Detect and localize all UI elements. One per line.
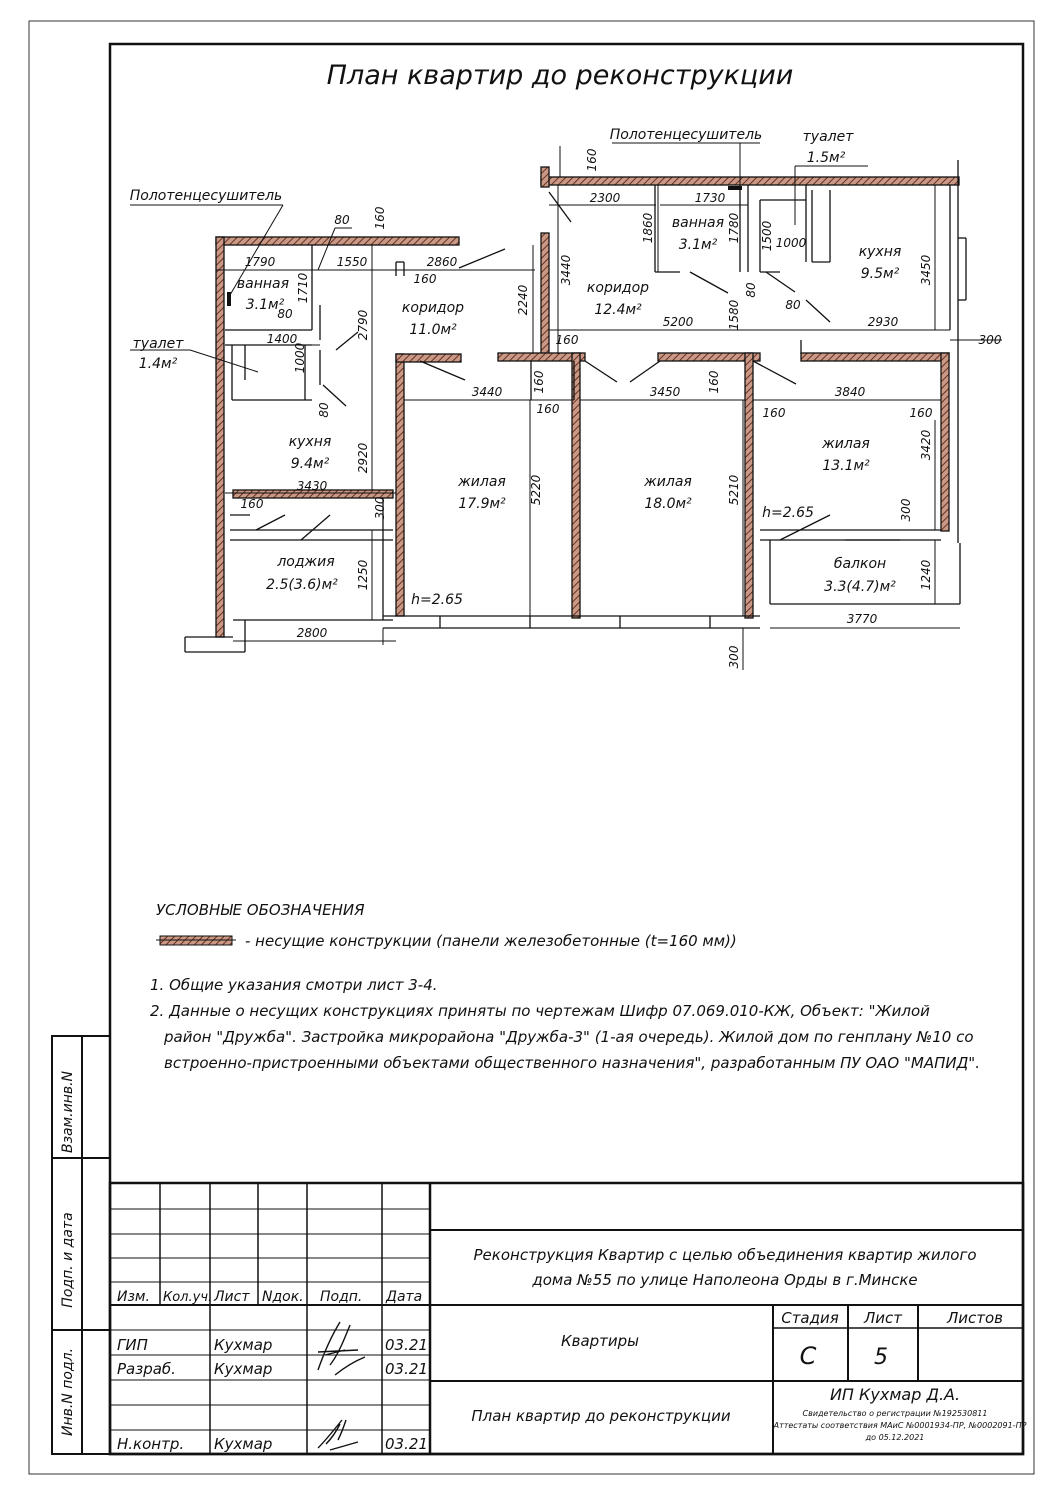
- dim-label: 3420: [919, 429, 933, 461]
- side-stamp-ref: Взам.инв.N: [60, 1070, 76, 1154]
- room-bath-left-name: ванная: [236, 276, 290, 292]
- towel-dryer-left: [227, 292, 231, 306]
- towel-dryer-label-right: Полотенцесушитель: [609, 127, 763, 143]
- note-2-line3: встроенно-пристроенными объектами общественного назначения", разработанным ПУ ОАО "МАПИД".: [164, 1054, 980, 1072]
- dim-label: 300: [727, 645, 741, 669]
- dim-label: 300: [978, 333, 1002, 347]
- room-kitchen-right-area: 9.5м²: [860, 266, 900, 282]
- dim-label: 1730: [694, 191, 726, 205]
- dim-label: 160: [909, 406, 933, 420]
- dim-label: 1400: [266, 332, 298, 346]
- room-living3-name: жилая: [822, 436, 870, 452]
- room-toilet-left-name: туалет: [132, 336, 184, 352]
- legend-item: - несущие конструкции (панели железобетонные (t=160 мм)): [245, 932, 737, 950]
- tb-date: 03.21: [385, 1360, 428, 1378]
- tb-stage-value: С: [799, 1342, 817, 1370]
- tb-role: ГИП: [117, 1336, 148, 1354]
- room-loggia-name: лоджия: [277, 554, 335, 570]
- tb-name: Кухмар: [214, 1435, 273, 1453]
- tb-cert-3: до 05.12.2021: [865, 1433, 925, 1442]
- dim-label: 1860: [641, 212, 655, 244]
- signature-marks: [318, 1322, 365, 1450]
- dim-label: 2240: [516, 284, 530, 316]
- legend-heading: УСЛОВНЫЕ ОБОЗНАЧЕНИЯ: [156, 901, 365, 919]
- dim-label: 2790: [356, 309, 370, 341]
- room-living1-area: 17.9м²: [458, 496, 506, 512]
- dim-label: 3450: [919, 254, 933, 286]
- dim-label: 80: [334, 213, 350, 227]
- dim-label: 1250: [356, 559, 370, 591]
- dim-label: 80: [785, 298, 801, 312]
- tb-date: 03.21: [385, 1336, 428, 1354]
- tb-cert-2: Аттестаты соответствия МАиС №0001934-ПР, №0002091-ПР: [773, 1421, 1027, 1430]
- tb-section: Квартиры: [560, 1332, 640, 1350]
- tb-cert-1: Свидетельство о регистрации №192530811: [802, 1409, 988, 1418]
- tb-date: 03.21: [385, 1435, 428, 1453]
- towel-dryer-label-left: Полотенцесушитель: [129, 188, 283, 204]
- tb-header-kol: Кол.уч.: [163, 1290, 213, 1305]
- tb-header-ndok: Nдок.: [262, 1289, 304, 1305]
- room-corridor-mid-name: коридор: [586, 280, 650, 296]
- dim-label: 160: [762, 406, 786, 420]
- room-corridor-left-name: коридор: [401, 300, 465, 316]
- room-bath-mid-name: ванная: [671, 215, 725, 231]
- room-kitchen-right-name: кухня: [858, 244, 902, 260]
- dim-label: 2920: [356, 442, 370, 474]
- dim-label: 5210: [727, 474, 741, 506]
- dim-label: 80: [744, 282, 758, 298]
- room-living2-area: 18.0м²: [644, 496, 692, 512]
- dim-label: 3450: [649, 385, 681, 399]
- room-loggia-area: 2.5(3.6)м²: [266, 577, 338, 593]
- dim-label: 160: [536, 402, 560, 416]
- dim-label: 2930: [867, 315, 899, 329]
- tb-header-list: Лист: [214, 1289, 250, 1305]
- room-kitchen-left-name: кухня: [288, 434, 332, 450]
- dim-label: 1550: [336, 255, 368, 269]
- tb-sheet-title: План квартир до реконструкции: [471, 1407, 731, 1425]
- room-corridor-left-area: 11.0м²: [409, 322, 457, 338]
- room-toilet-right-name: туалет: [802, 129, 854, 145]
- room-living2-name: жилая: [644, 474, 692, 490]
- dim-label: 5220: [529, 474, 543, 506]
- dim-label: 2860: [426, 255, 458, 269]
- dim-label: 160: [240, 497, 264, 511]
- tb-sheets-label: Листов: [946, 1309, 1004, 1327]
- note-2-line1: 2. Данные о несущих конструкциях приняты по чертежам Шифр 07.069.010-КЖ, Объект: "Жилой: [150, 1002, 930, 1020]
- dim-label: 300: [899, 498, 913, 522]
- tb-name: Кухмар: [214, 1336, 273, 1354]
- dim-label: 3440: [471, 385, 503, 399]
- dim-label: 3770: [846, 612, 878, 626]
- dim-label: 80: [317, 402, 331, 418]
- ceiling-height-left: h=2.65: [411, 592, 463, 608]
- room-bath-mid-area: 3.1м²: [678, 237, 718, 253]
- side-stamp-inv: Инв.N подл.: [60, 1347, 76, 1437]
- room-toilet-left-area: 1.4м²: [138, 356, 178, 372]
- tb-sheet-value: 5: [874, 1345, 888, 1370]
- note-1: 1. Общие указания смотри лист 3-4.: [150, 976, 438, 994]
- room-balcony-area: 3.3(4.7)м²: [824, 579, 896, 595]
- dim-label: 1790: [244, 255, 276, 269]
- towel-dryer-right: [728, 186, 742, 190]
- page-title: План квартир до реконструкции: [326, 60, 794, 91]
- dim-label: 160: [532, 370, 546, 394]
- tb-sheet-label: Лист: [863, 1309, 903, 1327]
- dim-label: 1780: [727, 212, 741, 244]
- dim-label: 2800: [296, 626, 328, 640]
- dim-label: 2300: [589, 191, 621, 205]
- dim-label: 5200: [662, 315, 694, 329]
- room-bath-left-area: 3.1м²: [245, 297, 285, 313]
- dim-label: 160: [585, 148, 599, 172]
- dim-label: 160: [555, 333, 579, 347]
- room-kitchen-left-area: 9.4м²: [290, 456, 330, 472]
- note-2-line2: район "Дружба". Застройка микрорайона "Дружба-3" (1-ая очередь). Жилой дом по генплану №10 со: [164, 1028, 974, 1046]
- dim-label: 160: [373, 206, 387, 230]
- tb-header-data: Дата: [386, 1289, 423, 1305]
- dim-label: 300: [373, 496, 387, 520]
- dim-label: 160: [413, 272, 437, 286]
- dim-label: 1580: [727, 299, 741, 331]
- side-stamp-sign: Подп. и дата: [60, 1212, 76, 1308]
- tb-company: ИП Кухмар Д.А.: [829, 1385, 961, 1404]
- room-living3-area: 13.1м²: [822, 458, 870, 474]
- room-living1-name: жилая: [458, 474, 506, 490]
- tb-project-line2: дома №55 по улице Наполеона Орды в г.Минске: [532, 1271, 918, 1289]
- dim-label: 1710: [296, 272, 310, 304]
- dim-label: 1000: [293, 342, 307, 374]
- dim-label: 1240: [919, 559, 933, 591]
- room-toilet-right-area: 1.5м²: [806, 150, 846, 166]
- tb-project-line1: Реконструкция Квартир с целью объединения квартир жилого: [473, 1246, 977, 1264]
- tb-role: Н.контр.: [117, 1435, 185, 1453]
- tb-name: Кухмар: [214, 1360, 273, 1378]
- ceiling-height-right: h=2.65: [762, 505, 814, 521]
- dim-label: 1500: [760, 220, 774, 252]
- room-balcony-name: балкон: [833, 556, 887, 572]
- dim-label: 80: [277, 307, 293, 321]
- tb-header-podp: Подп.: [320, 1289, 363, 1305]
- dim-label: 3440: [559, 254, 573, 286]
- tb-role: Разраб.: [117, 1360, 176, 1378]
- dim-label: 160: [707, 370, 721, 394]
- room-corridor-mid-area: 12.4м²: [594, 302, 642, 318]
- dim-label: 3430: [296, 479, 328, 493]
- tb-header-izm: Изм.: [117, 1289, 150, 1305]
- dim-label: 3840: [834, 385, 866, 399]
- tb-stage-label: Стадия: [781, 1309, 839, 1327]
- dim-label: 1000: [775, 236, 807, 250]
